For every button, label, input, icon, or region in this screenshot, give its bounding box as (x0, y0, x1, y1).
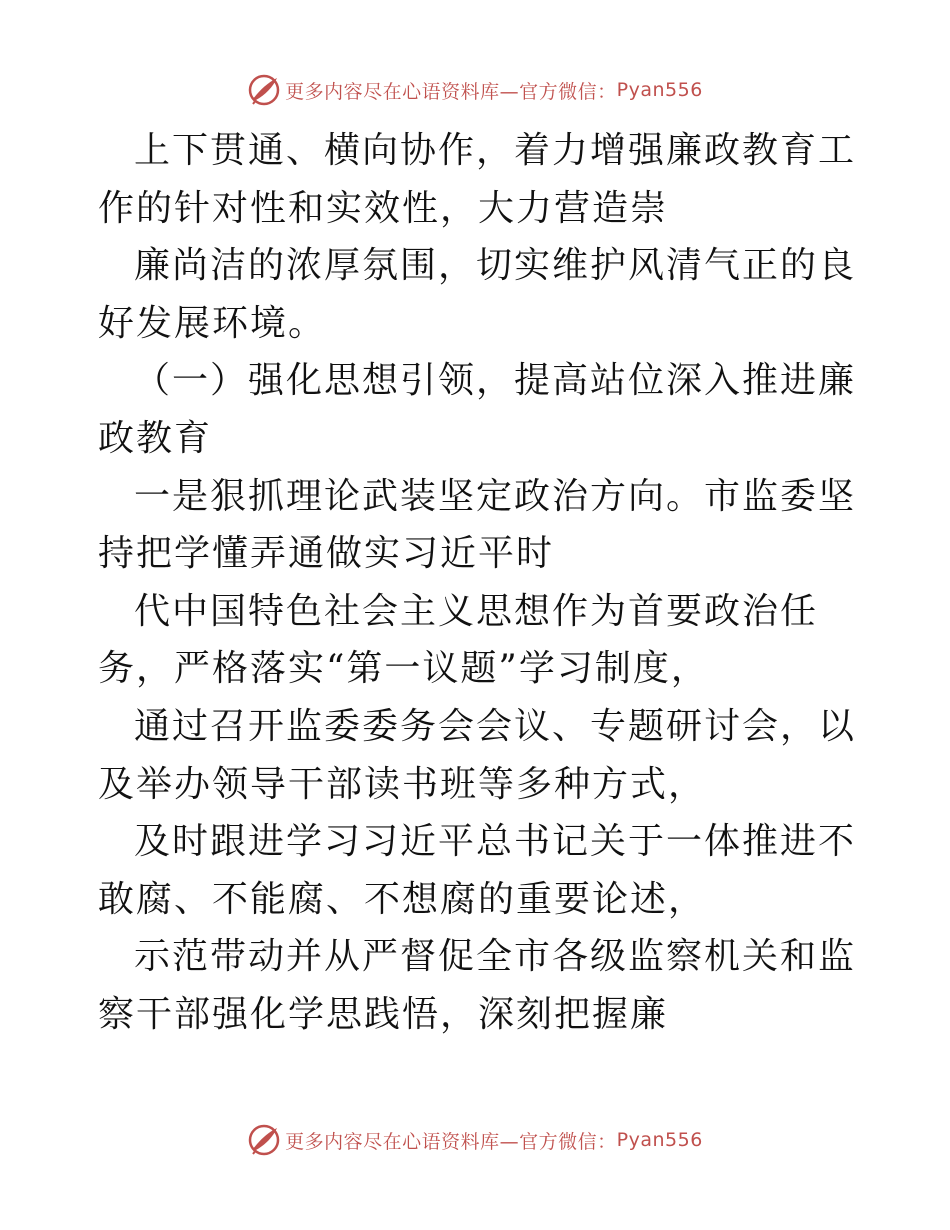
paragraph-line: 展环境。 (174, 302, 327, 344)
footer-watermark (0, 1120, 950, 1160)
paragraph-line: 上下贯通、横向协作，着力增强廉政教育工作的 (98, 130, 857, 229)
paragraph-line: 学懂弄通做实习近平时 (174, 533, 555, 575)
quill-logo-icon (247, 1123, 281, 1157)
paragraph-line: 部强化学思践悟，深刻把握廉 (174, 993, 669, 1035)
paragraph-line: （一）强化思想引领，提高站位深入推进廉政教 (98, 360, 857, 459)
paragraph-line: 格落实“第一议题”学习制度， (212, 648, 709, 690)
paragraph (98, 237, 858, 352)
paragraph (98, 928, 858, 1043)
paragraph (98, 122, 858, 237)
paragraph (98, 813, 858, 928)
paragraph-line: 育 (174, 417, 213, 459)
paragraph-line: 廉尚洁的浓厚氛围，切实维护风清气正的良好发 (98, 245, 857, 344)
paragraph (98, 583, 858, 698)
paragraph-line: 一是狠抓理论武装坚定政治方向。市监委坚持把 (98, 475, 857, 575)
paragraph (98, 698, 858, 813)
paragraph-line: 代中国特色社会主义思想作为首要政治任务，严 (98, 590, 819, 690)
watermark-text: 更多内容尽在心语资料库—官方微信： (285, 1130, 617, 1153)
watermark-text: 更多内容尽在心语资料库—官方微信： (285, 80, 617, 103)
quill-logo-icon (247, 73, 281, 107)
paragraph-line: 办领导干部读书班等多种方式， (174, 763, 707, 805)
paragraph-line: 针对性和实效性，大力营造崇 (174, 187, 669, 229)
watermark-account: Pyan556 (616, 79, 703, 101)
document-body (98, 122, 858, 1044)
paragraph-line: 示范带动并从严督促全市各级监察机关和监察干 (98, 936, 857, 1035)
watermark-account: Pyan556 (616, 1129, 703, 1151)
section-heading (98, 352, 858, 467)
header-watermark (0, 70, 950, 110)
paragraph (98, 468, 858, 583)
paragraph-line: 及时跟进学习习近平总书记关于一体推进不敢 (98, 821, 857, 920)
paragraph-line: 通过召开监委委务会会议、专题研讨会，以及举 (98, 705, 857, 805)
paragraph-line: 腐、不能腐、不想腐的重要论述， (136, 878, 707, 920)
